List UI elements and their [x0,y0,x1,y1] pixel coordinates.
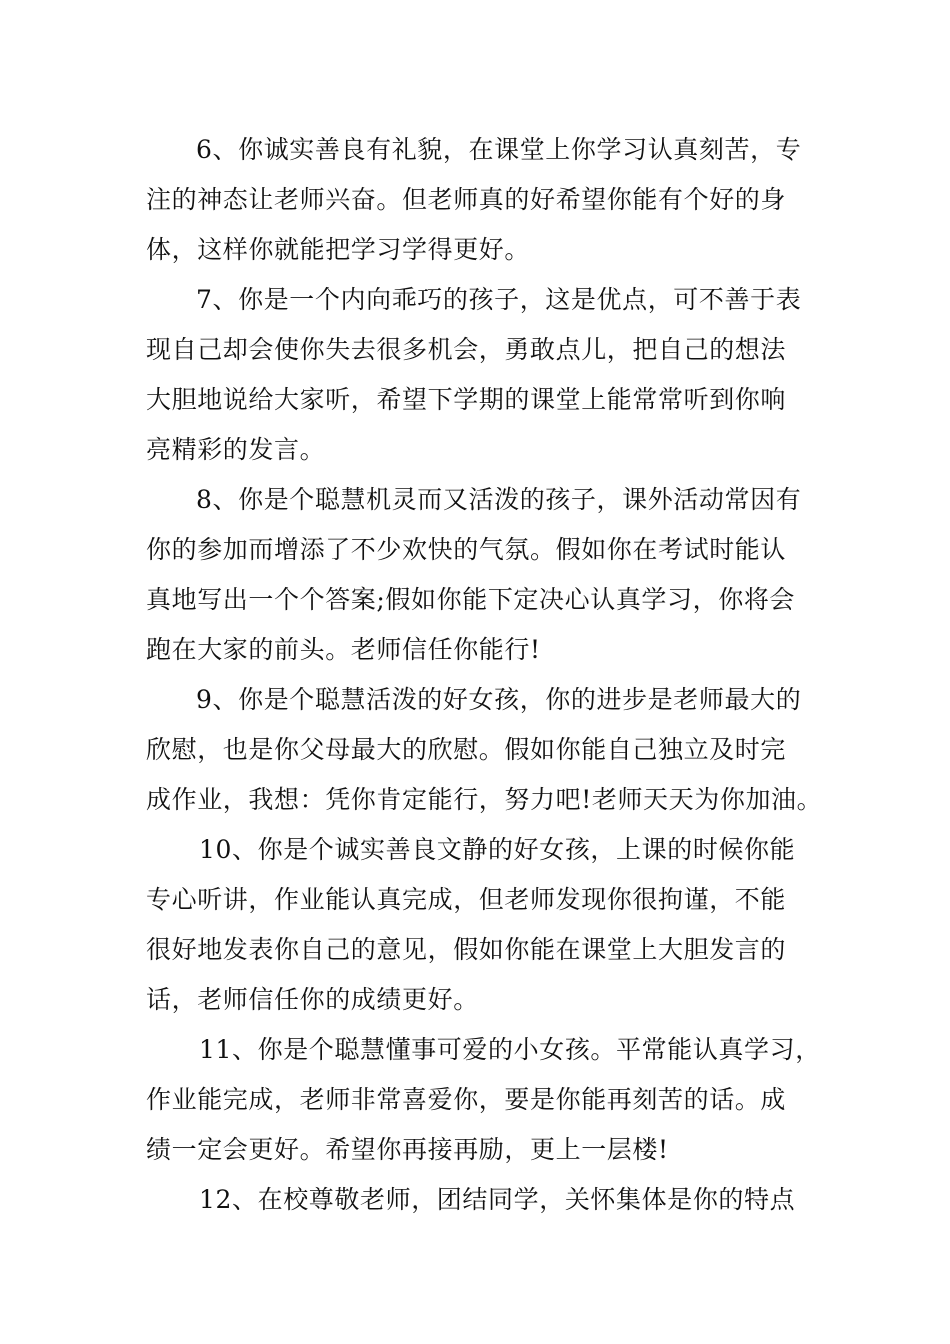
paragraph-12-line-1: 12、在校尊敬老师，团结同学，关怀集体是你的特点 [199,1185,796,1214]
paragraph-7-line-3: 大胆地说给大家听，希望下学期的课堂上能常常听到你响 [146,385,787,414]
paragraph-10-line-4: 话，老师信任你的成绩更好。 [146,985,479,1014]
paragraph-7-line-1: 7、你是一个内向乖巧的孩子，这是优点，可不善于表 [196,285,802,314]
paragraph-6-line-2: 注的神态让老师兴奋。但老师真的好希望你能有个好的身 [146,185,787,214]
paragraph-9-line-2: 欣慰，也是你父母最大的欣慰。假如你能自己独立及时完 [146,735,787,764]
paragraph-10-line-3: 很好地发表你自己的意见，假如你能在课堂上大胆发言的 [146,935,787,964]
paragraph-9-line-3: 成作业，我想：凭你肯定能行，努力吧!老师天天为你加油。 [146,785,823,814]
paragraph-8-line-1: 8、你是个聪慧机灵而又活泼的孩子，课外活动常因有 [196,485,802,514]
paragraph-10-line-1: 10、你是个诚实善良文静的好女孩，上课的时候你能 [199,835,796,864]
paragraph-10-line-2: 专心听讲，作业能认真完成，但老师发现你很拘谨，不能 [146,885,787,914]
paragraph-6-line-3: 体，这样你就能把学习学得更好。 [146,235,531,264]
paragraph-8-line-4: 跑在大家的前头。老师信任你能行! [146,635,541,664]
paragraph-7-line-4: 亮精彩的发言。 [146,435,326,464]
paragraph-11-line-2: 作业能完成，老师非常喜爱你，要是你能再刻苦的话。成 [146,1085,787,1114]
paragraph-6-line-1: 6、你诚实善良有礼貌，在课堂上你学习认真刻苦，专 [196,135,802,164]
paragraph-8-line-3: 真地写出一个个答案;假如你能下定决心认真学习，你将会 [146,585,796,614]
paragraph-11-line-3: 绩一定会更好。希望你再接再励，更上一层楼! [146,1135,669,1164]
paragraph-9-line-1: 9、你是个聪慧活泼的好女孩，你的进步是老师最大的 [196,685,802,714]
paragraph-8-line-2: 你的参加而增添了不少欢快的气氛。假如你在考试时能认 [146,535,787,564]
paragraph-7-line-2: 现自己却会使你失去很多机会，勇敢点儿，把自己的想法 [146,335,787,364]
paragraph-11-line-1: 11、你是个聪慧懂事可爱的小女孩。平常能认真学习， [199,1035,821,1064]
